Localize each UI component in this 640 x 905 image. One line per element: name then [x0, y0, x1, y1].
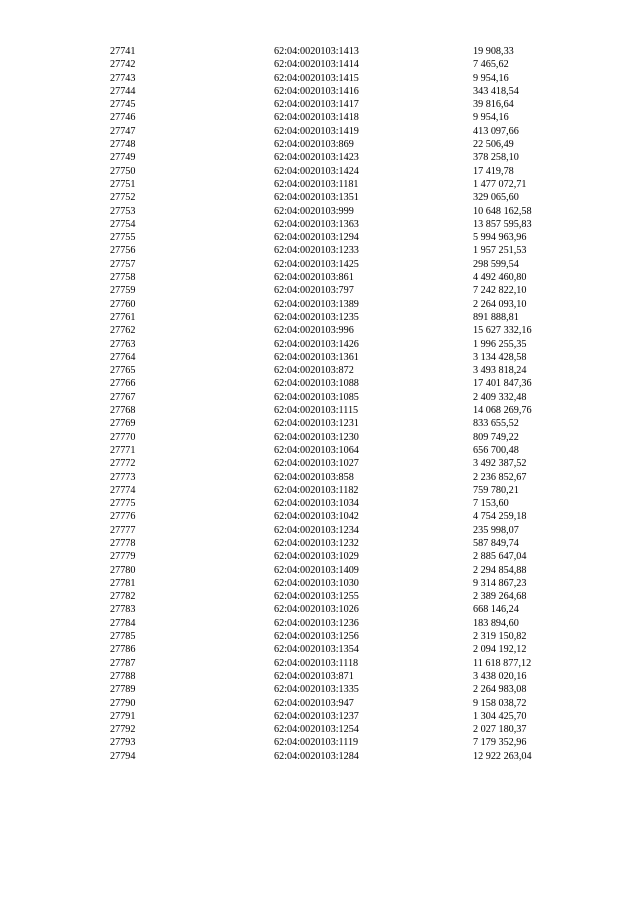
table-row [110, 284, 583, 297]
cadastral-value-cell: 2 319 150,82 [473, 631, 527, 643]
row-number-cell: 27783 [110, 604, 136, 616]
cadastral-number-cell: 62:04:0020103:1419 [274, 125, 359, 137]
cadastral-value-cell: 3 438 020,16 [473, 670, 527, 682]
table-row [110, 510, 583, 523]
cadastral-number-cell: 62:04:0020103:996 [274, 325, 354, 337]
cadastral-value-cell: 4 492 460,80 [473, 272, 527, 284]
table-row [110, 750, 583, 763]
cadastral-value-cell: 7 465,62 [473, 59, 509, 71]
cadastral-number-cell: 62:04:0020103:1042 [274, 511, 359, 523]
row-number-cell: 27761 [110, 311, 136, 323]
table-row [110, 697, 583, 710]
row-number-cell: 27773 [110, 471, 136, 483]
cadastral-number-cell: 62:04:0020103:1230 [274, 431, 359, 443]
row-number-cell: 27771 [110, 444, 136, 456]
cadastral-value-cell: 329 065,60 [473, 192, 519, 204]
cadastral-number-cell: 62:04:0020103:1425 [274, 258, 359, 270]
cadastral-number-cell: 62:04:0020103:1416 [274, 85, 359, 97]
records-table-body [110, 45, 583, 763]
cadastral-number-cell: 62:04:0020103:797 [274, 285, 354, 297]
cadastral-value-cell: 2 885 647,04 [473, 551, 527, 563]
cadastral-number-cell: 62:04:0020103:1351 [274, 192, 359, 204]
row-number-cell: 27769 [110, 418, 136, 430]
row-number-cell: 27753 [110, 205, 136, 217]
table-row [110, 417, 583, 430]
row-number-cell: 27757 [110, 258, 136, 270]
cadastral-number-cell: 62:04:0020103:872 [274, 365, 354, 377]
cadastral-value-cell: 809 749,22 [473, 431, 519, 443]
table-row [110, 683, 583, 696]
cadastral-number-cell: 62:04:0020103:1235 [274, 311, 359, 323]
row-number-cell: 27765 [110, 365, 136, 377]
table-row [110, 577, 583, 590]
table-row [110, 590, 583, 603]
row-number-cell: 27792 [110, 724, 136, 736]
cadastral-number-cell: 62:04:0020103:1085 [274, 391, 359, 403]
cadastral-value-cell: 1 477 072,71 [473, 178, 527, 190]
row-number-cell: 27744 [110, 85, 136, 97]
table-row [110, 670, 583, 683]
cadastral-value-cell: 39 816,64 [473, 99, 514, 111]
cadastral-number-cell: 62:04:0020103:1409 [274, 564, 359, 576]
table-row [110, 643, 583, 656]
table-row [110, 258, 583, 271]
cadastral-value-cell: 15 627 332,16 [473, 325, 532, 337]
cadastral-value-cell: 1 996 255,35 [473, 338, 527, 350]
row-number-cell: 27760 [110, 298, 136, 310]
cadastral-value-cell: 1 957 251,53 [473, 245, 527, 257]
cadastral-number-cell: 62:04:0020103:1414 [274, 59, 359, 71]
table-row [110, 736, 583, 749]
table-row [110, 550, 583, 563]
cadastral-number-cell: 62:04:0020103:1255 [274, 591, 359, 603]
cadastral-number-cell: 62:04:0020103:1254 [274, 724, 359, 736]
cadastral-number-cell: 62:04:0020103:1233 [274, 245, 359, 257]
cadastral-number-cell: 62:04:0020103:1115 [274, 405, 359, 417]
cadastral-number-cell: 62:04:0020103:1236 [274, 617, 359, 629]
row-number-cell: 27751 [110, 178, 136, 190]
cadastral-number-cell: 62:04:0020103:1030 [274, 577, 359, 589]
cadastral-value-cell: 3 493 818,24 [473, 365, 527, 377]
table-row [110, 231, 583, 244]
table-row [110, 151, 583, 164]
cadastral-number-cell: 62:04:0020103:1119 [274, 737, 359, 749]
row-number-cell: 27767 [110, 391, 136, 403]
row-number-cell: 27756 [110, 245, 136, 257]
cadastral-number-cell: 62:04:0020103:1415 [274, 72, 359, 84]
table-row [110, 138, 583, 151]
cadastral-number-cell: 62:04:0020103:1232 [274, 537, 359, 549]
cadastral-number-cell: 62:04:0020103:1335 [274, 684, 359, 696]
cadastral-value-cell: 759 780,21 [473, 484, 519, 496]
cadastral-number-cell: 62:04:0020103:1389 [274, 298, 359, 310]
row-number-cell: 27752 [110, 192, 136, 204]
cadastral-number-cell: 62:04:0020103:1237 [274, 710, 359, 722]
table-row [110, 351, 583, 364]
cadastral-value-cell: 5 994 963,96 [473, 232, 527, 244]
cadastral-value-cell: 9 954,16 [473, 112, 509, 124]
cadastral-number-cell: 62:04:0020103:1424 [274, 165, 359, 177]
cadastral-number-cell: 62:04:0020103:1029 [274, 551, 359, 563]
row-number-cell: 27747 [110, 125, 136, 137]
cadastral-number-cell: 62:04:0020103:1284 [274, 750, 359, 762]
cadastral-number-cell: 62:04:0020103:1363 [274, 218, 359, 230]
row-number-cell: 27772 [110, 458, 136, 470]
row-number-cell: 27781 [110, 577, 136, 589]
table-row [110, 191, 583, 204]
cadastral-value-cell: 9 314 867,23 [473, 577, 527, 589]
table-row [110, 364, 583, 377]
cadastral-number-cell: 62:04:0020103:1026 [274, 604, 359, 616]
row-number-cell: 27787 [110, 657, 136, 669]
table-row [110, 603, 583, 616]
cadastral-value-cell: 7 242 822,10 [473, 285, 527, 297]
cadastral-number-cell: 62:04:0020103:1418 [274, 112, 359, 124]
row-number-cell: 27782 [110, 591, 136, 603]
table-row [110, 271, 583, 284]
table-row [110, 178, 583, 191]
table-row [110, 537, 583, 550]
cadastral-number-cell: 62:04:0020103:999 [274, 205, 354, 217]
cadastral-number-cell: 62:04:0020103:1034 [274, 498, 359, 510]
table-row [110, 205, 583, 218]
cadastral-value-cell: 17 401 847,36 [473, 378, 532, 390]
cadastral-value-cell: 298 599,54 [473, 258, 519, 270]
table-row [110, 218, 583, 231]
table-row [110, 710, 583, 723]
row-number-cell: 27742 [110, 59, 136, 71]
table-row [110, 391, 583, 404]
table-row [110, 244, 583, 257]
cadastral-value-cell: 413 097,66 [473, 125, 519, 137]
cadastral-value-cell: 7 153,60 [473, 498, 509, 510]
cadastral-value-cell: 2 294 854,88 [473, 564, 527, 576]
cadastral-number-cell: 62:04:0020103:1234 [274, 524, 359, 536]
cadastral-value-cell: 4 754 259,18 [473, 511, 527, 523]
records-table [110, 45, 583, 763]
row-number-cell: 27750 [110, 165, 136, 177]
cadastral-value-cell: 3 134 428,58 [473, 351, 527, 363]
table-row [110, 111, 583, 124]
row-number-cell: 27755 [110, 232, 136, 244]
table-row [110, 85, 583, 98]
table-row [110, 45, 583, 58]
table-row [110, 457, 583, 470]
cadastral-value-cell: 3 492 387,52 [473, 458, 527, 470]
cadastral-number-cell: 62:04:0020103:871 [274, 670, 354, 682]
table-row [110, 723, 583, 736]
cadastral-value-cell: 2 236 852,67 [473, 471, 527, 483]
table-row [110, 58, 583, 71]
table-row [110, 98, 583, 111]
cadastral-value-cell: 7 179 352,96 [473, 737, 527, 749]
cadastral-value-cell: 9 954,16 [473, 72, 509, 84]
cadastral-number-cell: 62:04:0020103:1426 [274, 338, 359, 350]
row-number-cell: 27775 [110, 498, 136, 510]
cadastral-number-cell: 62:04:0020103:869 [274, 139, 354, 151]
row-number-cell: 27780 [110, 564, 136, 576]
cadastral-value-cell: 12 922 263,04 [473, 750, 532, 762]
cadastral-value-cell: 11 618 877,12 [473, 657, 532, 669]
row-number-cell: 27791 [110, 710, 136, 722]
cadastral-value-cell: 19 908,33 [473, 46, 514, 57]
row-number-cell: 27766 [110, 378, 136, 390]
row-number-cell: 27758 [110, 272, 136, 284]
row-number-cell: 27779 [110, 551, 136, 563]
cadastral-number-cell: 62:04:0020103:1354 [274, 644, 359, 656]
table-row [110, 444, 583, 457]
row-number-cell: 27770 [110, 431, 136, 443]
cadastral-value-cell: 2 264 983,08 [473, 684, 527, 696]
table-row [110, 657, 583, 670]
row-number-cell: 27784 [110, 617, 136, 629]
cadastral-value-cell: 1 304 425,70 [473, 710, 527, 722]
table-row [110, 404, 583, 417]
table-row [110, 471, 583, 484]
row-number-cell: 27789 [110, 684, 136, 696]
row-number-cell: 27743 [110, 72, 136, 84]
row-number-cell: 27794 [110, 750, 136, 762]
cadastral-number-cell: 62:04:0020103:1064 [274, 444, 359, 456]
table-row [110, 338, 583, 351]
cadastral-value-cell: 10 648 162,58 [473, 205, 532, 217]
cadastral-number-cell: 62:04:0020103:1181 [274, 178, 359, 190]
cadastral-value-cell: 13 857 595,83 [473, 218, 532, 230]
cadastral-number-cell: 62:04:0020103:1027 [274, 458, 359, 470]
cadastral-value-cell: 22 506,49 [473, 139, 514, 151]
cadastral-value-cell: 2 094 192,12 [473, 644, 527, 656]
cadastral-number-cell: 62:04:0020103:1256 [274, 631, 359, 643]
row-number-cell: 27785 [110, 631, 136, 643]
cadastral-value-cell: 891 888,81 [473, 311, 519, 323]
cadastral-value-cell: 343 418,54 [473, 85, 519, 97]
cadastral-value-cell: 235 998,07 [473, 524, 519, 536]
table-row [110, 72, 583, 85]
cadastral-value-cell: 587 849,74 [473, 537, 519, 549]
row-number-cell: 27741 [110, 46, 136, 57]
row-number-cell: 27778 [110, 537, 136, 549]
table-row [110, 298, 583, 311]
cadastral-value-cell: 668 146,24 [473, 604, 519, 616]
cadastral-value-cell: 2 389 264,68 [473, 591, 527, 603]
cadastral-number-cell: 62:04:0020103:1118 [274, 657, 359, 669]
table-row [110, 431, 583, 444]
cadastral-number-cell: 62:04:0020103:1413 [274, 46, 359, 57]
row-number-cell: 27790 [110, 697, 136, 709]
table-row [110, 324, 583, 337]
table-row [110, 564, 583, 577]
row-number-cell: 27759 [110, 285, 136, 297]
cadastral-value-cell: 2 027 180,37 [473, 724, 527, 736]
table-row [110, 497, 583, 510]
row-number-cell: 27776 [110, 511, 136, 523]
cadastral-value-cell: 2 264 093,10 [473, 298, 527, 310]
cadastral-value-cell: 378 258,10 [473, 152, 519, 164]
cadastral-number-cell: 62:04:0020103:858 [274, 471, 354, 483]
row-number-cell: 27749 [110, 152, 136, 164]
row-number-cell: 27754 [110, 218, 136, 230]
cadastral-number-cell: 62:04:0020103:1088 [274, 378, 359, 390]
cadastral-value-cell: 833 655,52 [473, 418, 519, 430]
table-row [110, 311, 583, 324]
table-row [110, 524, 583, 537]
cadastral-value-cell: 656 700,48 [473, 444, 519, 456]
row-number-cell: 27768 [110, 405, 136, 417]
cadastral-value-cell: 17 419,78 [473, 165, 514, 177]
cadastral-value-cell: 2 409 332,48 [473, 391, 527, 403]
table-row [110, 484, 583, 497]
row-number-cell: 27777 [110, 524, 136, 536]
cadastral-number-cell: 62:04:0020103:1231 [274, 418, 359, 430]
row-number-cell: 27788 [110, 670, 136, 682]
row-number-cell: 27774 [110, 484, 136, 496]
row-number-cell: 27745 [110, 99, 136, 111]
table-row [110, 165, 583, 178]
table-row [110, 630, 583, 643]
cadastral-number-cell: 62:04:0020103:861 [274, 272, 354, 284]
cadastral-number-cell: 62:04:0020103:1423 [274, 152, 359, 164]
table-row [110, 617, 583, 630]
row-number-cell: 27748 [110, 139, 136, 151]
cadastral-number-cell: 62:04:0020103:947 [274, 697, 354, 709]
cadastral-value-cell: 14 068 269,76 [473, 405, 532, 417]
cadastral-number-cell: 62:04:0020103:1361 [274, 351, 359, 363]
row-number-cell: 27764 [110, 351, 136, 363]
table-row [110, 377, 583, 390]
cadastral-number-cell: 62:04:0020103:1294 [274, 232, 359, 244]
cadastral-number-cell: 62:04:0020103:1417 [274, 99, 359, 111]
row-number-cell: 27763 [110, 338, 136, 350]
cadastral-number-cell: 62:04:0020103:1182 [274, 484, 359, 496]
row-number-cell: 27746 [110, 112, 136, 124]
row-number-cell: 27793 [110, 737, 136, 749]
cadastral-value-cell: 9 158 038,72 [473, 697, 527, 709]
row-number-cell: 27786 [110, 644, 136, 656]
cadastral-value-cell: 183 894,60 [473, 617, 519, 629]
table-row [110, 125, 583, 138]
row-number-cell: 27762 [110, 325, 136, 337]
